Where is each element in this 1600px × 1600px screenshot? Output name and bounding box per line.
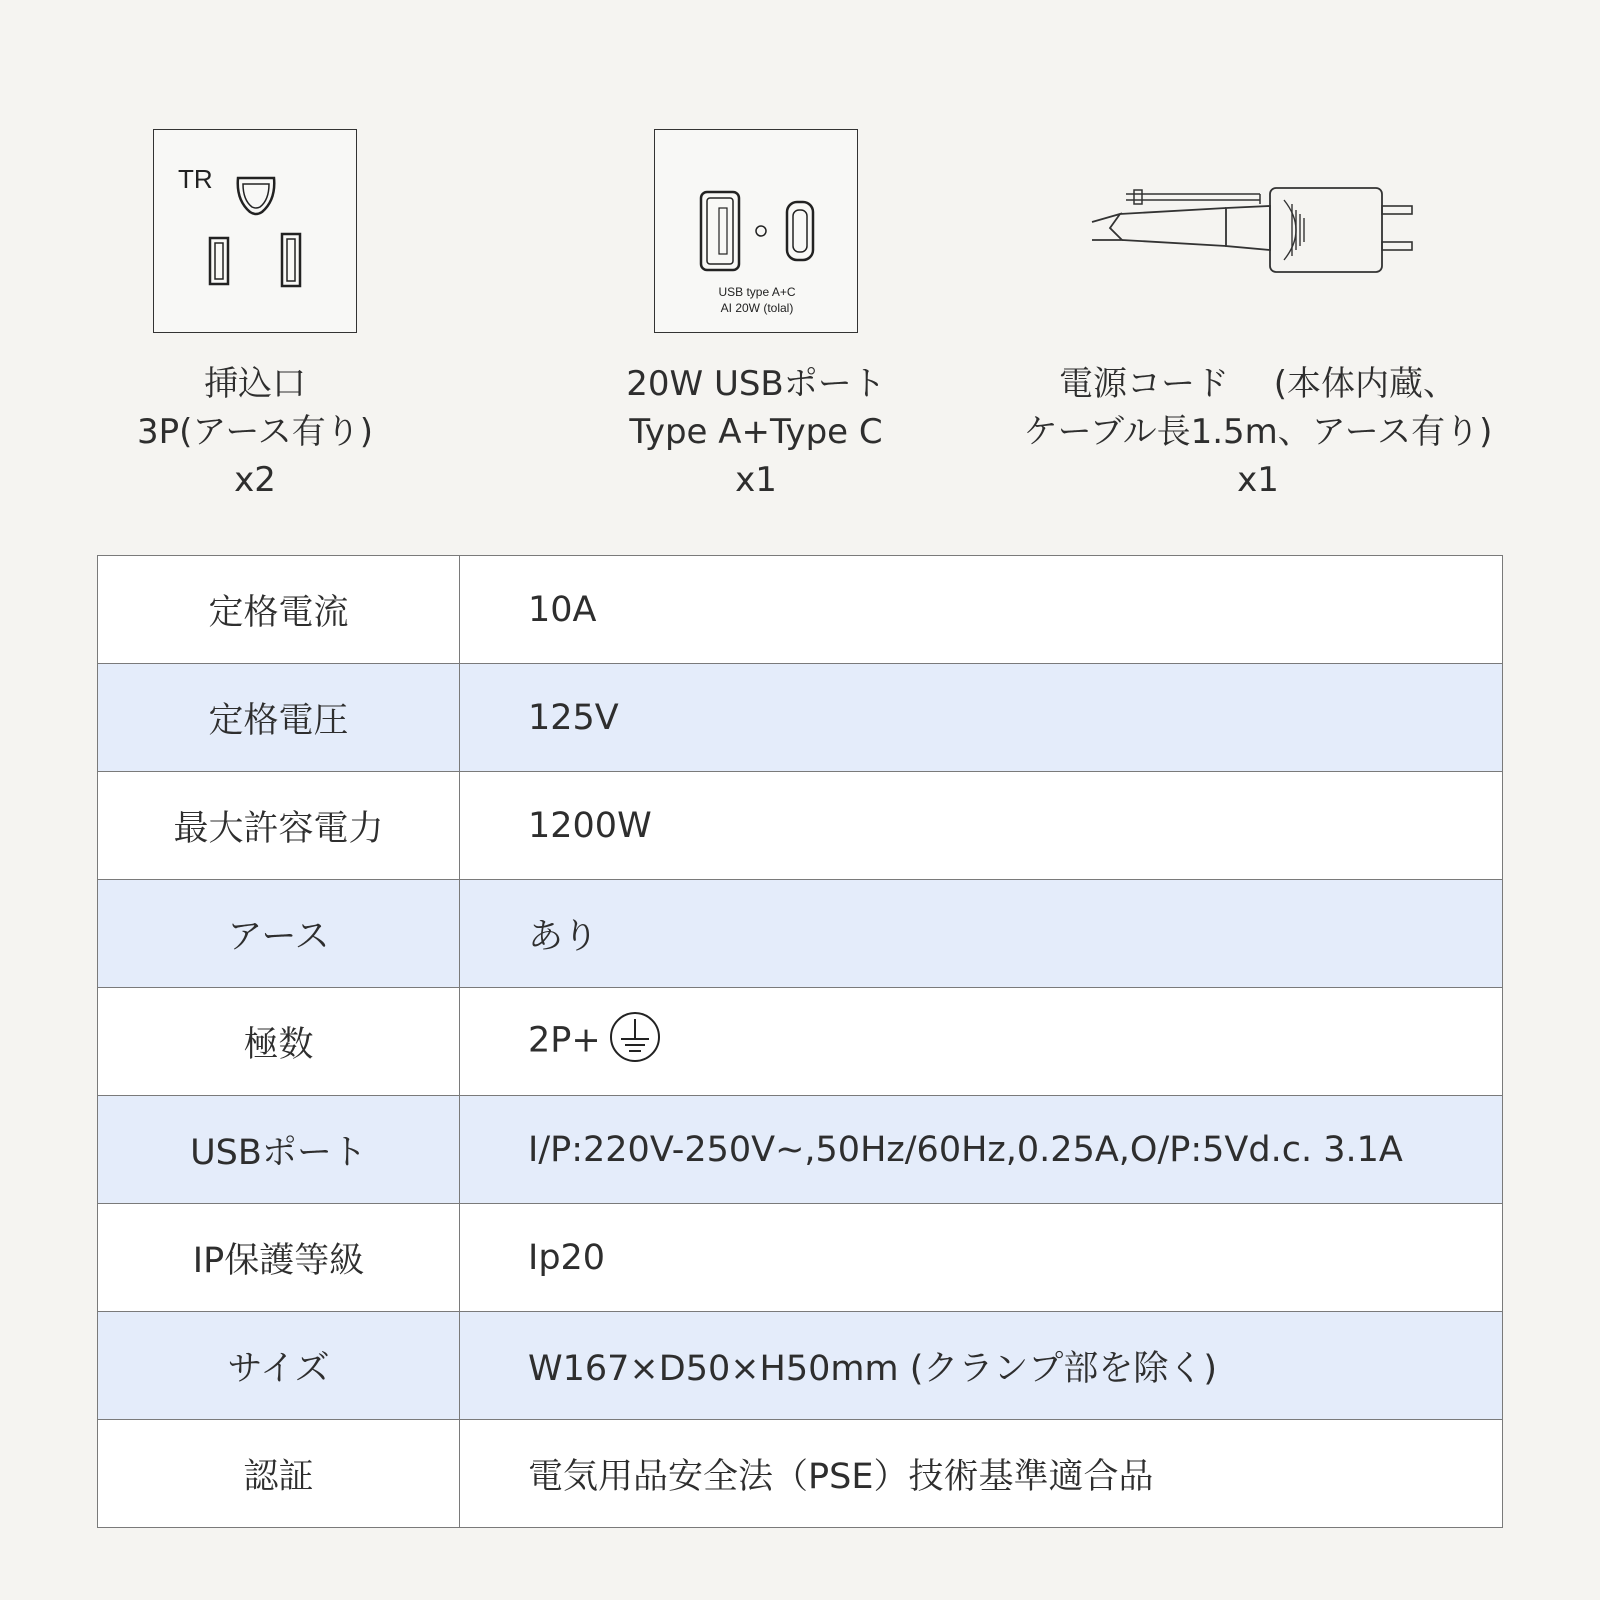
spec-label: 定格電圧 xyxy=(98,664,460,772)
spec-label: USBポート xyxy=(98,1096,460,1204)
usb-label-line: USB type A+C xyxy=(718,285,796,299)
spec-label: 定格電流 xyxy=(98,556,460,664)
usb-port-icon xyxy=(654,129,858,333)
caption-line: 挿込口 xyxy=(204,364,306,404)
spec-label: IP保護等級 xyxy=(98,1204,460,1312)
table-row xyxy=(98,1312,1503,1420)
spec-value: W167×D50×H50mm (クランプ部を除く) xyxy=(460,1312,1503,1420)
outlet-tr-label: TR xyxy=(178,164,213,194)
feature-outlet-caption xyxy=(0,360,515,504)
spec-table xyxy=(97,555,1503,1528)
caption-line: 20W USBポート xyxy=(626,364,886,404)
table-row xyxy=(98,1420,1503,1528)
spec-label: アース xyxy=(98,880,460,988)
power-plug-icon xyxy=(1080,170,1420,290)
outlet-icon xyxy=(153,129,357,333)
spec-label: サイズ xyxy=(98,1312,460,1420)
caption-line: x1 xyxy=(735,460,777,500)
feature-cord-caption xyxy=(998,360,1518,504)
spec-value-cell xyxy=(460,988,1503,1096)
caption-line: x2 xyxy=(234,460,276,500)
usb-label-line: AI 20W (tolal) xyxy=(720,301,794,315)
spec-label: 極数 xyxy=(98,988,460,1096)
spec-label: 認証 xyxy=(98,1420,460,1528)
spec-label: 最大許容電力 xyxy=(98,772,460,880)
table-row xyxy=(98,988,1503,1096)
table-row xyxy=(98,772,1503,880)
caption-line: 3P(アース有り) xyxy=(137,412,373,452)
caption-line: 電源コード (本体内蔵、 xyxy=(1058,364,1458,404)
caption-line: ケーブル長1.5m、アース有り) xyxy=(1023,412,1493,452)
caption-line: Type A+Type C xyxy=(629,412,883,452)
spec-value: あり xyxy=(460,880,1503,988)
table-row xyxy=(98,664,1503,772)
table-row xyxy=(98,1096,1503,1204)
spec-value: 1200W xyxy=(460,772,1503,880)
table-row xyxy=(98,880,1503,988)
spec-value: 125V xyxy=(460,664,1503,772)
caption-line: x1 xyxy=(1237,460,1279,500)
table-row xyxy=(98,556,1503,664)
spec-value: 2P+ xyxy=(528,1020,601,1061)
earth-ground-icon xyxy=(609,1011,661,1072)
spec-value: 電気用品安全法（PSE）技術基準適合品 xyxy=(460,1420,1503,1528)
spec-value: Ip20 xyxy=(460,1204,1503,1312)
spec-value: I/P:220V-250V~,50Hz/60Hz,0.25A,O/P:5Vd.c. 3.1A xyxy=(460,1096,1503,1204)
spec-value: 10A xyxy=(460,556,1503,664)
feature-usb-caption xyxy=(496,360,1016,504)
table-row xyxy=(98,1204,1503,1312)
